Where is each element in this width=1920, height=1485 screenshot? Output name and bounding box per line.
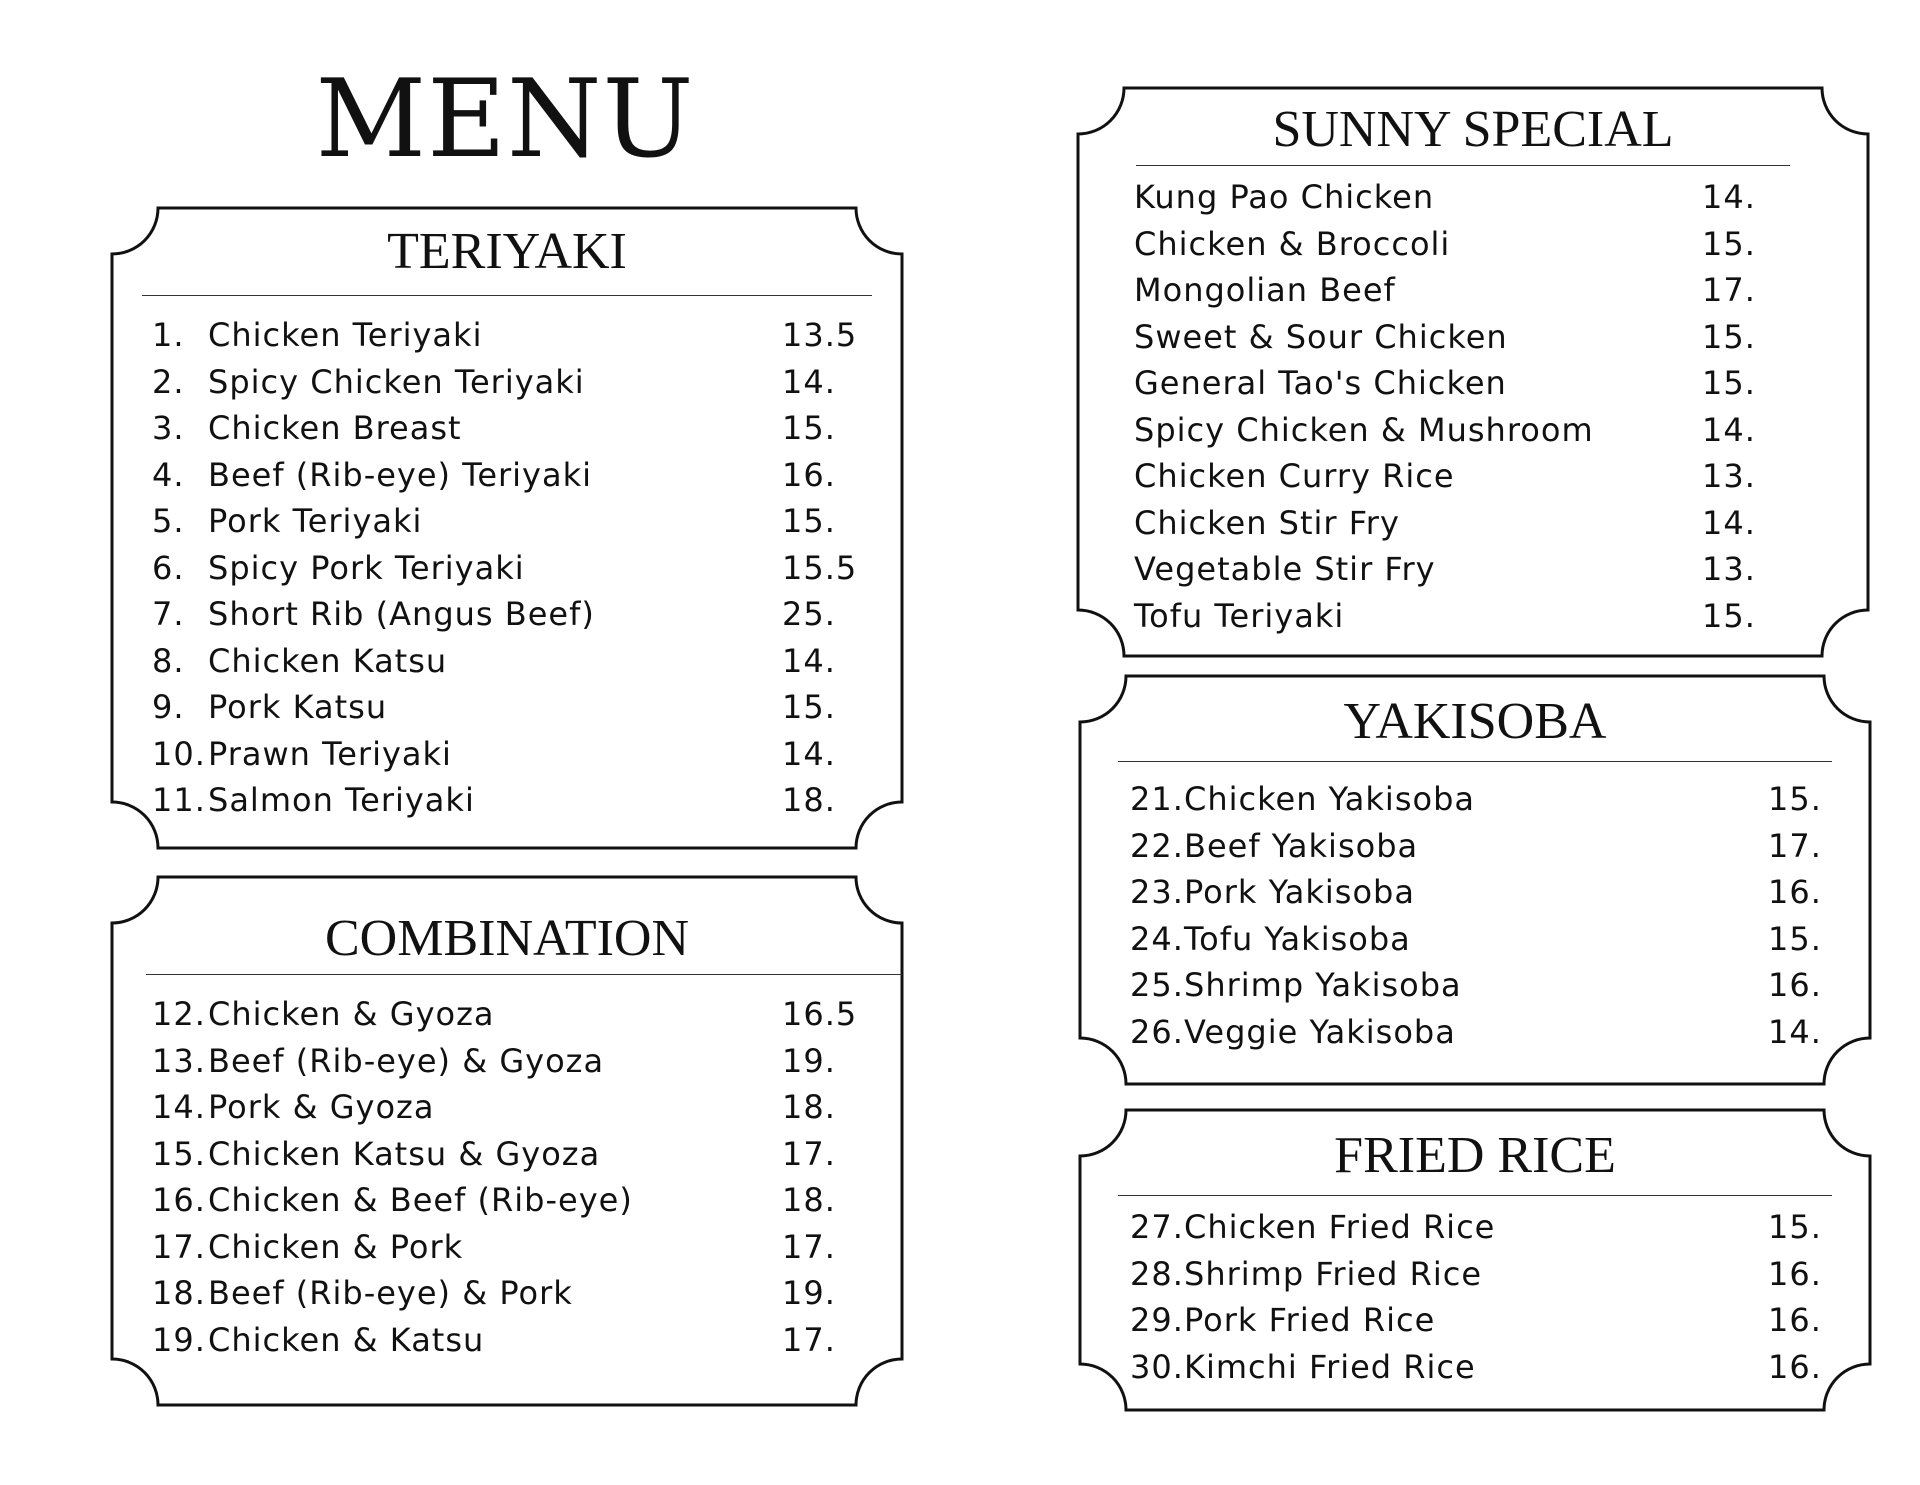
item-price: 15. [782,502,836,540]
item-name: Chicken Stir Fry [1134,503,1400,542]
item-name: Tofu Yakisoba [1184,919,1411,958]
item-number: 28. [1130,1254,1184,1293]
item-price: 14. [782,362,836,401]
menu-item [152,456,872,503]
item-price: 17. [782,1134,836,1173]
item-name: Beef Yakisoba [1184,826,1419,865]
yakisoba-title-rule [1118,761,1832,762]
item-name: General Tao's Chicken [1134,364,1507,402]
menu-item [1134,178,1834,225]
yakisoba-panel [1080,676,1870,1084]
item-number: 14. [152,1088,206,1126]
item-price: 14. [1702,178,1756,216]
menu-item [1130,873,1830,920]
item-name: Chicken & Katsu [208,1320,485,1359]
sunny-special-items [1134,178,1834,643]
item-price: 16.5 [782,995,858,1033]
teriyaki-title-rule [142,295,872,296]
item-name: Chicken Fried Rice [1184,1208,1496,1246]
item-price: 18. [782,1088,836,1126]
menu-item [152,735,872,782]
item-price: 13. [1702,550,1756,588]
item-name: Sweet & Sour Chicken [1134,317,1508,356]
menu-item [1130,1013,1830,1060]
item-price: 17. [782,1320,836,1359]
item-name: Pork Fried Rice [1184,1301,1436,1339]
item-number: 25. [1130,966,1184,1004]
teriyaki-title: TERIYAKI [387,223,627,280]
fried-rice-panel [1080,1110,1870,1410]
combination-items [152,995,872,1367]
menu-item [1130,966,1830,1013]
item-price: 15. [1768,919,1822,958]
menu-item [152,595,872,642]
item-name: Prawn Teriyaki [208,734,452,773]
item-number: 11. [152,781,206,819]
item-number: 19. [152,1320,206,1359]
item-number: 3. [152,409,185,447]
menu-item [152,363,872,410]
item-number: 30. [1130,1347,1184,1386]
item-name: Spicy Chicken & Mushroom [1134,410,1594,449]
item-number: 6. [152,548,185,587]
item-name: Spicy Pork Teriyaki [208,548,525,587]
menu-item [1134,504,1834,551]
item-price: 15. [1702,596,1756,635]
item-name: Chicken & Pork [208,1227,464,1266]
combination-title: COMBINATION [325,910,689,967]
item-number: 5. [152,502,185,540]
menu-title: MENU [315,57,695,182]
item-number: 23. [1130,873,1184,911]
item-name: Kung Pao Chicken [1134,178,1435,216]
combination-title-rule [146,974,902,975]
item-name: Shrimp Yakisoba [1184,966,1462,1004]
item-name: Pork Yakisoba [1184,873,1415,911]
item-name: Vegetable Stir Fry [1134,550,1436,588]
menu-item [1130,1255,1830,1302]
item-price: 14. [1768,1012,1822,1051]
teriyaki-items [152,316,872,828]
teriyaki-panel [112,208,902,848]
menu-item [152,1181,872,1228]
item-name: Tofu Teriyaki [1134,596,1345,635]
item-number: 29. [1130,1301,1184,1339]
item-name: Beef (Rib-eye) Teriyaki [208,455,593,494]
item-number: 9. [152,688,185,726]
menu-item [152,502,872,549]
menu-item [1134,550,1834,597]
menu-item [1134,318,1834,365]
sunny-special-title: SUNNY SPECIAL [1272,101,1674,158]
fried-rice-title: FRIED RICE [1334,1127,1616,1184]
item-price: 15. [1768,780,1822,818]
item-number: 7. [152,595,185,633]
item-price: 16. [1768,873,1822,911]
item-price: 17. [1702,271,1756,309]
item-number: 24. [1130,919,1184,958]
item-name: Chicken Teriyaki [208,316,483,354]
yakisoba-items [1130,780,1830,1059]
item-number: 15. [152,1134,206,1173]
item-price: 14. [782,641,836,680]
item-name: Beef (Rib-eye) & Gyoza [208,1041,605,1080]
item-number: 27. [1130,1208,1184,1246]
menu-item [152,642,872,689]
menu-item [1134,597,1834,644]
item-name: Shrimp Fried Rice [1184,1254,1482,1293]
menu-item [1130,827,1830,874]
item-name: Kimchi Fried Rice [1184,1347,1476,1386]
item-name: Veggie Yakisoba [1184,1012,1456,1051]
item-price: 16. [1768,1254,1822,1293]
item-name: Chicken & Beef (Rib-eye) [208,1181,633,1219]
item-number: 1. [152,316,185,354]
item-price: 19. [782,1041,836,1080]
item-price: 16. [1768,966,1822,1004]
menu-item [1130,1301,1830,1348]
fried-rice-title-rule [1118,1195,1832,1196]
item-price: 14. [1702,410,1756,449]
item-price: 17. [782,1227,836,1266]
item-price: 15.5 [782,548,858,587]
menu-item [152,781,872,828]
menu-item [152,1274,872,1321]
item-price: 15. [1702,364,1756,402]
sunny-special-panel [1078,88,1868,656]
item-name: Pork & Gyoza [208,1088,435,1126]
menu-item [1130,920,1830,967]
item-price: 15. [1702,317,1756,356]
item-price: 15. [1702,224,1756,263]
item-price: 13. [1702,457,1756,495]
item-number: 4. [152,455,185,494]
item-number: 16. [152,1181,206,1219]
menu-item [1130,1348,1830,1395]
menu-item [1134,225,1834,272]
menu-item [152,409,872,456]
menu-item [152,995,872,1042]
item-name: Mongolian Beef [1134,271,1396,309]
menu-item [1134,457,1834,504]
item-name: Chicken Curry Rice [1134,457,1455,495]
item-number: 26. [1130,1012,1184,1051]
item-name: Chicken Katsu [208,641,448,680]
yakisoba-title: YAKISOBA [1343,693,1607,750]
menu-item [1134,411,1834,458]
menu-item [152,1321,872,1368]
item-price: 14. [782,734,836,773]
menu-item [152,1042,872,1089]
item-price: 16. [1768,1301,1822,1339]
item-price: 25. [782,595,836,633]
sunny-special-title-rule [1136,165,1790,166]
item-price: 15. [782,688,836,726]
menu-item [1130,1208,1830,1255]
menu-item [152,1088,872,1135]
item-price: 17. [1768,826,1822,865]
item-number: 8. [152,641,185,680]
menu-item [1134,271,1834,318]
item-name: Chicken Yakisoba [1184,780,1475,818]
item-price: 15. [1768,1208,1822,1246]
item-number: 17. [152,1227,206,1266]
item-number: 22. [1130,826,1184,865]
item-name: Chicken & Broccoli [1134,224,1451,263]
menu-item [1130,780,1830,827]
item-name: Short Rib (Angus Beef) [208,595,595,633]
item-name: Pork Katsu [208,688,388,726]
item-name: Chicken & Gyoza [208,995,495,1033]
item-number: 2. [152,362,185,401]
item-price: 16. [1768,1347,1822,1386]
item-number: 21. [1130,780,1184,818]
menu-item [152,549,872,596]
item-price: 15. [782,409,836,447]
item-price: 14. [1702,503,1756,542]
menu-item [152,316,872,363]
item-price: 16. [782,455,836,494]
menu-item [152,1135,872,1182]
fried-rice-items [1130,1208,1830,1394]
combination-panel [112,877,902,1405]
item-number: 12. [152,995,206,1033]
item-name: Chicken Breast [208,409,462,447]
menu-item [1134,364,1834,411]
item-number: 13. [152,1041,206,1080]
item-name: Spicy Chicken Teriyaki [208,362,585,401]
item-price: 19. [782,1274,836,1312]
menu-item [152,1228,872,1275]
item-number: 10. [152,734,206,773]
menu-item [152,688,872,735]
item-price: 18. [782,781,836,819]
item-name: Chicken Katsu & Gyoza [208,1134,601,1173]
item-number: 18. [152,1274,206,1312]
item-name: Beef (Rib-eye) & Pork [208,1274,573,1312]
item-name: Salmon Teriyaki [208,781,475,819]
item-price: 13.5 [782,316,858,354]
item-name: Pork Teriyaki [208,502,423,540]
item-price: 18. [782,1181,836,1219]
